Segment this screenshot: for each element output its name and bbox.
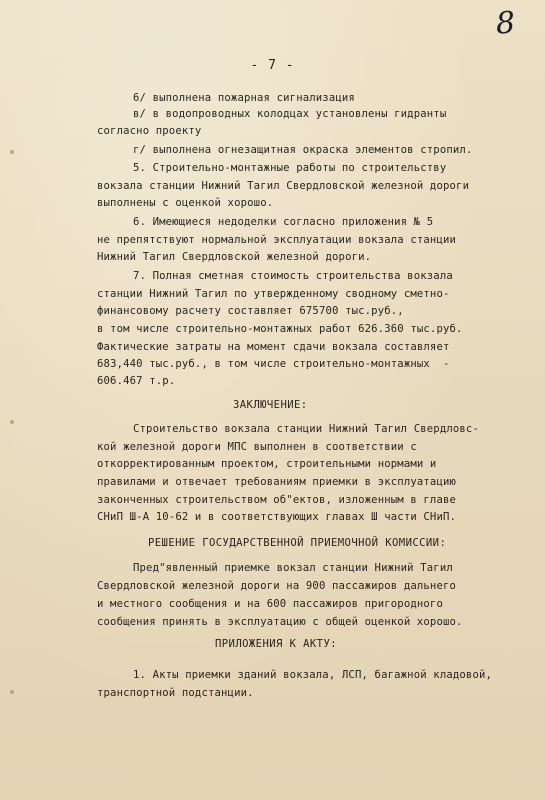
text-line: Пред"явленный приемке вокзал станции Нижний Тагил [133,562,453,574]
text-line: транспортной подстанции. [97,687,254,699]
text-line: откорректированным проектом, строительными нормами и [97,458,437,470]
handwritten-page-number: 8 [494,5,517,42]
binding-hole [10,690,14,694]
text-line: вокзала станции Нижний Тагил Свердловской железной дороги [97,180,470,192]
text-line: 6/ выполнена пожарная сигнализация [133,92,355,104]
text-line: выполнены с оценкой хорошо. [97,197,274,209]
appendices-heading: ПРИЛОЖЕНИЯ К АКТУ: [215,638,338,650]
text-line: 6. Имеющиеся недоделки согласно приложения № 5 [133,216,434,228]
text-line: станции Нижний Тагил по утвержденному сводному сметно- [97,288,450,300]
decision-heading: РЕШЕНИЕ ГОСУДАРСТВЕННОЙ ПРИЕМОЧНОЙ КОМИССИИ: [148,537,447,549]
text-line: г/ выполнена огнезащитная окраска элементов стропил. [133,144,473,156]
text-line: Фактические затраты на момент сдачи вокзала составляет [97,341,450,353]
text-line: кой железной дороги МПС выполнен в соответствии с [97,441,417,453]
text-line: сообщения принять в эксплуатацию с общей оценкой хорошо. [97,616,463,628]
text-line: 7. Полная сметная стоимость строительства вокзала [133,270,453,282]
text-line: и местного сообщения и на 600 пассажиров пригородного [97,598,443,610]
text-line: Нижний Тагил Свердловской железной дороги. [97,251,372,263]
text-line: финансовому расчету составляет 675700 тыс.руб., [97,305,404,317]
text-line: Свердловской железной дороги на 900 пассажиров дальнего [97,580,457,592]
binding-hole [10,420,14,424]
text-line: 1. Акты приемки зданий вокзала, ЛСП, багажной кладовой, [133,669,493,681]
text-line: согласно проекту [97,125,202,137]
text-line: в том числе строительно-монтажных работ 626.360 тыс.руб. [97,323,463,335]
text-line: 606.467 т.р. [97,375,176,387]
conclusion-heading: ЗАКЛЮЧЕНИЕ: [233,399,308,411]
binding-hole [10,150,14,154]
text-line: законченных строительством об"ектов, изложенным в главе [97,494,457,506]
text-line: правилами и отвечает требованиям приемки в эксплуатацию [97,476,457,488]
text-line: не препятствуют нормальной эксплуатации вокзала станции [97,234,457,246]
text-line: в/ в водопроводных колодцах установлены гидранты [133,108,447,120]
text-line: СНиП Ш-А 10-62 и в соответствующих главах Ш части СНиП. [97,511,457,523]
text-line: Строительство вокзала станции Нижний Тагил Свердловс- [133,423,479,435]
typed-page-number: - 7 - [250,58,295,73]
text-line: 5. Строительно-монтажные работы по строительству [133,162,447,174]
text-line: 683,440 тыс.руб., в том числе строительно-монтажных - [97,358,450,370]
